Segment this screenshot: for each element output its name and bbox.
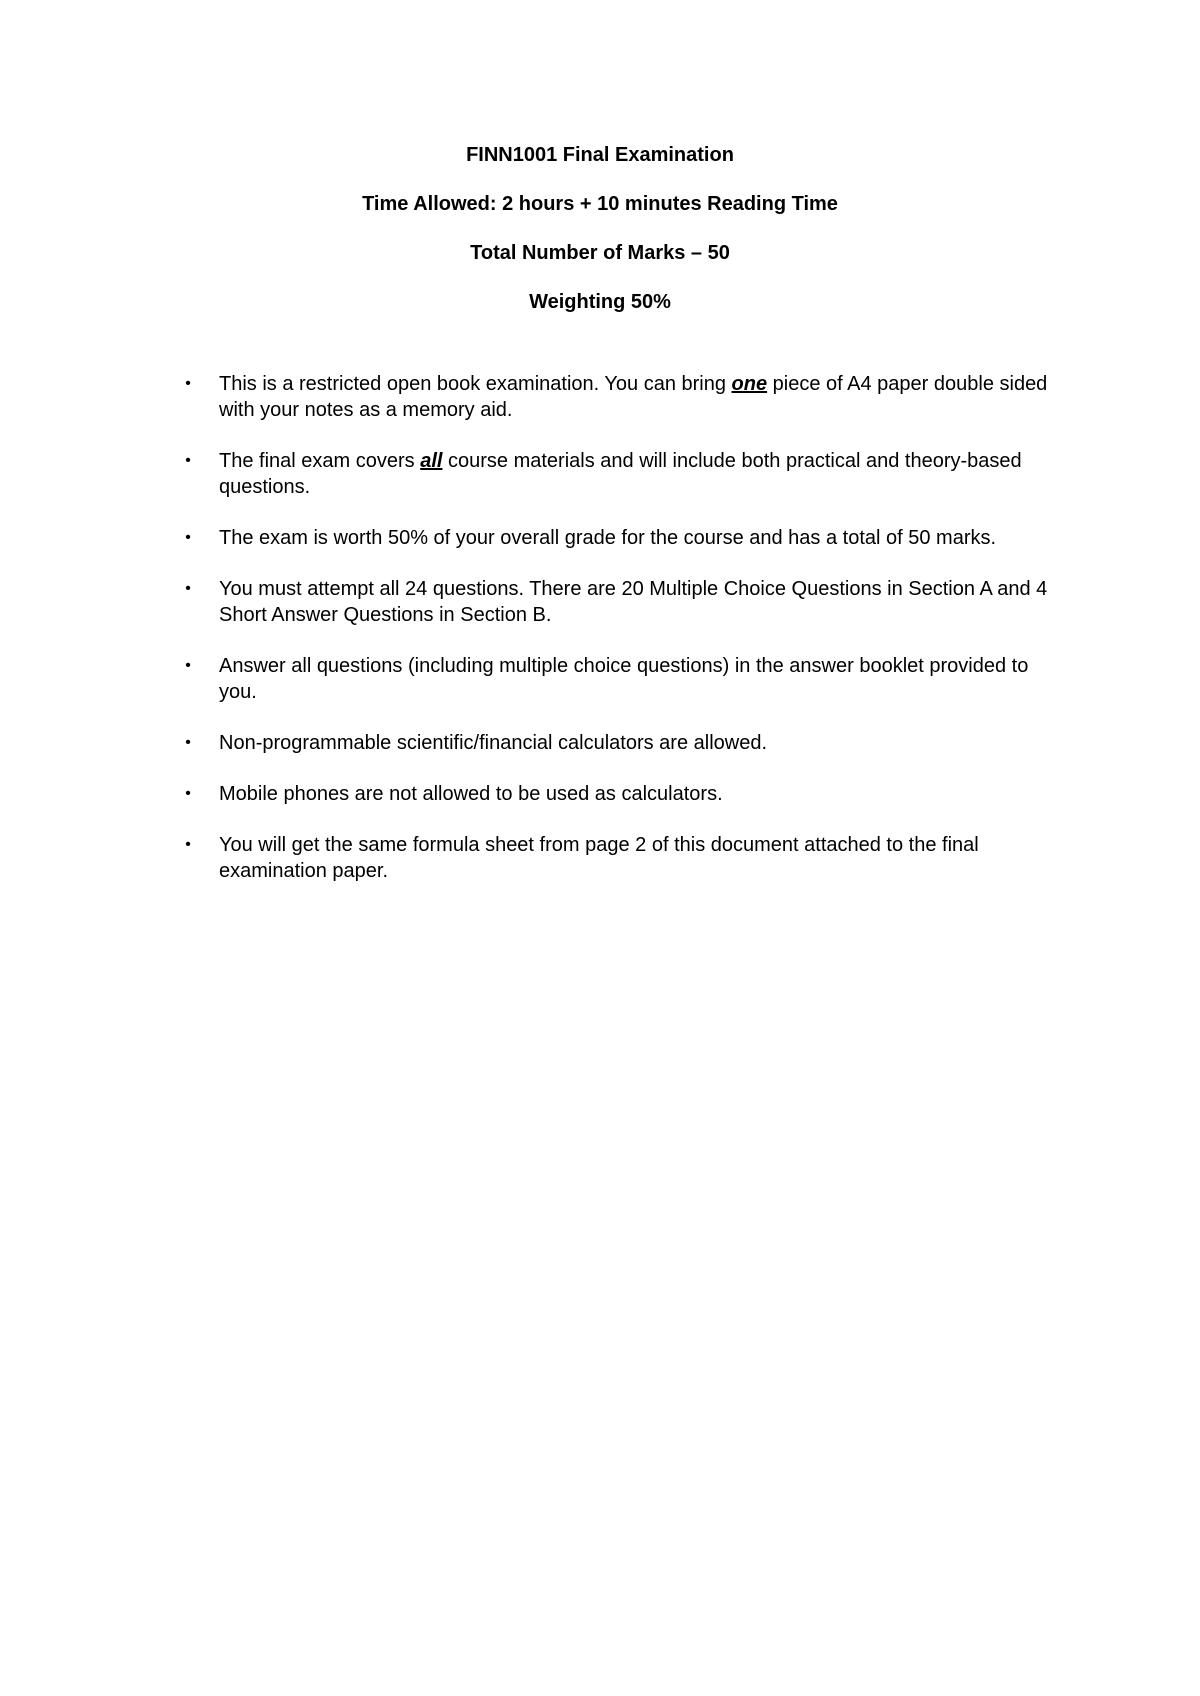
exam-title: FINN1001 Final Examination [466, 144, 734, 166]
instruction-text: Answer all questions (including multiple choice questions) in the answer booklet provided to you. [219, 655, 1029, 703]
exam-header [0, 140, 1200, 336]
instruction-text: The exam is worth 50% of your overall grade for the course and has a total of 50 marks. [219, 527, 997, 549]
instruction-text: Non-programmable scientific/financial calculators are allowed. [219, 732, 768, 754]
bullet-icon: • [185, 734, 191, 751]
bullet-icon: • [185, 836, 191, 853]
instruction-text: Mobile phones are not allowed to be used as calculators. [219, 783, 723, 805]
total-marks: Total Number of Marks – 50 [470, 242, 730, 264]
bullet-icon: • [185, 529, 191, 546]
instruction-item [183, 730, 1063, 756]
bullet-icon: • [185, 375, 191, 392]
instruction-text: You must attempt all 24 questions. There are 20 Multiple Choice Questions in Section A and 4 Short Answer Questions in Section B. [219, 578, 1048, 626]
instruction-item [183, 576, 1063, 628]
instruction-text: This is a restricted open book examination. You can bring [219, 373, 732, 395]
bullet-icon: • [185, 785, 191, 802]
instruction-emphasis: one [731, 373, 768, 395]
instruction-item [183, 525, 1063, 551]
instruction-text: piece of A4 paper double sided with your notes as a memory aid. [219, 373, 1048, 421]
instruction-item [183, 832, 1063, 884]
bullet-icon: • [185, 452, 191, 469]
bullet-icon: • [185, 580, 191, 597]
instruction-item [183, 653, 1063, 705]
instructions-list [183, 371, 1063, 909]
weighting: Weighting 50% [529, 291, 671, 313]
instruction-emphasis: all [420, 450, 443, 472]
bullet-icon: • [185, 657, 191, 674]
instruction-text: You will get the same formula sheet from page 2 of this document attached to the final examination paper. [219, 834, 979, 882]
instruction-text: course materials and will include both practical and theory-based questions. [219, 450, 1022, 498]
instruction-item [183, 448, 1063, 500]
instruction-item [183, 371, 1063, 423]
instruction-text: The final exam covers [219, 450, 421, 472]
instruction-item [183, 781, 1063, 807]
time-allowed: Time Allowed: 2 hours + 10 minutes Reading Time [362, 193, 838, 215]
